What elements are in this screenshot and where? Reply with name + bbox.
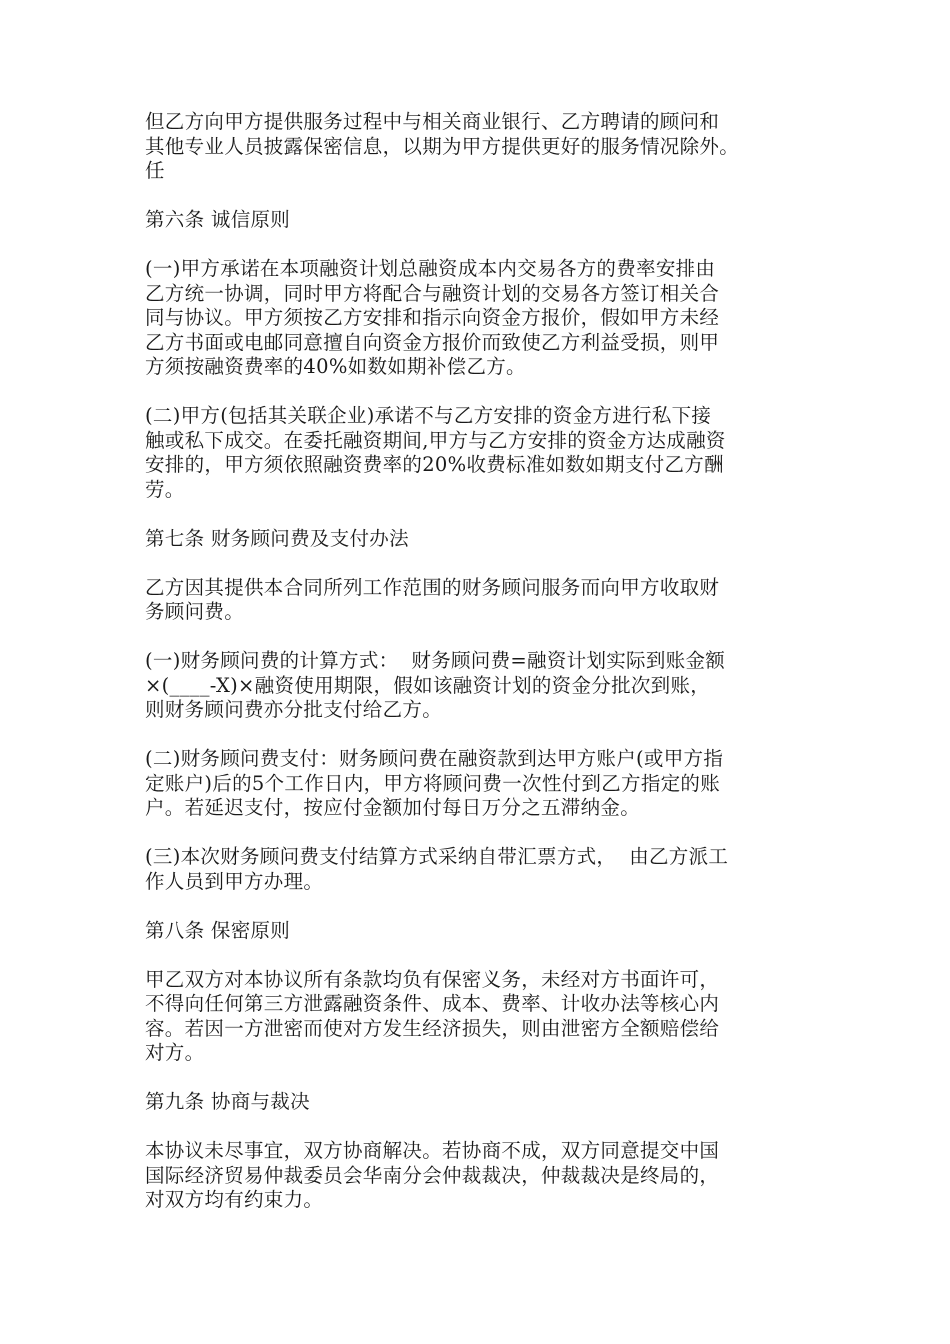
text-line: 任 (145, 159, 165, 182)
paragraph (145, 257, 810, 380)
text-line: 国际经济贸易仲裁委员会华南分会仲裁裁决，仲裁裁决是终局的， (145, 1163, 720, 1187)
text-line: 劳。 (145, 477, 185, 501)
text-line: 第六条 诚信原则 (145, 208, 291, 231)
text-line: 本协议未尽事宜，双方协商解决。若协商不成，双方同意提交中国 (145, 1139, 720, 1162)
text-line: 甲乙双方对本协议所有条款均负有保密义务，未经对方书面许可， (145, 967, 720, 991)
text-line: 触或私下成交。在委托融资期间,甲方与乙方安排的资金方达成融资 (145, 428, 726, 452)
section-heading (145, 1090, 810, 1115)
text-line: (二)财务顾问费支付：财务顾问费在融资款到达甲方账户(或甲方指 (145, 747, 724, 770)
text-line: 同与协议。甲方须按乙方安排和指示向资金方报价，假如甲方未经 (145, 306, 720, 329)
text-line: 户。若延迟支付，按应付金额加付每日万分之五滞纳金。 (145, 796, 641, 819)
text-line: 安排的，甲方须依照融资费率的20%收费标准如数如期支付乙方酬 (145, 453, 724, 476)
paragraph (145, 404, 810, 502)
text-line: (一)甲方承诺在本项融资计划总融资成本内交易各方的费率安排由 (145, 257, 716, 280)
text-line: 第七条 财务顾问费及支付办法 (145, 526, 409, 550)
text-line: 方须按融资费率的40%如数如期补偿乙方。 (145, 355, 526, 378)
text-line: 但乙方向甲方提供服务过程中与相关商业银行、乙方聘请的顾问和 (145, 110, 720, 133)
paragraph (145, 110, 810, 184)
text-line: 对双方均有约束力。 (145, 1188, 324, 1211)
text-line: 对方。 (145, 1041, 205, 1064)
document-page (145, 110, 810, 1237)
text-line: 第九条 协商与裁决 (145, 1090, 310, 1113)
paragraph (145, 649, 810, 723)
paragraph (145, 968, 810, 1066)
paragraph (145, 1139, 810, 1213)
paragraph (145, 576, 810, 625)
text-line: 乙方统一协调，同时甲方将配合与融资计划的交易各方签订相关合 (145, 281, 720, 305)
text-line: 其他专业人员披露保密信息，以期为甲方提供更好的服务情况除外。 (145, 134, 740, 158)
text-line: 乙方因其提供本合同所列工作范围的财务顾问服务而向甲方收取财 (145, 575, 720, 599)
text-line: ×(____-X)×融资使用期限，假如该融资计划的资金分批次到账， (145, 673, 711, 697)
text-line: 不得向任何第三方泄露融资条件、成本、费率、计收办法等核心内 (145, 992, 720, 1015)
text-line: (一)财务顾问费的计算方式： 财务顾问费=融资计划实际到账金额 (145, 649, 726, 672)
section-heading (145, 919, 810, 944)
text-line: 乙方书面或电邮同意擅自向资金方报价而致使乙方利益受损，则甲 (145, 330, 720, 354)
text-line: 定账户)后的5个工作日内，甲方将顾问费一次性付到乙方指定的账 (145, 771, 721, 795)
text-line: 务顾问费。 (145, 600, 245, 623)
text-line: 第八条 保密原则 (145, 918, 291, 942)
section-heading (145, 527, 810, 552)
text-line: (二)甲方(包括其关联企业)承诺不与乙方安排的资金方进行私下接 (145, 404, 712, 427)
text-line: 作人员到甲方办理。 (145, 869, 324, 893)
text-line: (三)本次财务顾问费支付结算方式采纳自带汇票方式， 由乙方派工 (145, 845, 729, 868)
paragraph (145, 845, 810, 894)
text-line: 容。若因一方泄密而使对方发生经济损失，则由泄密方全额赔偿给 (145, 1016, 720, 1040)
section-heading (145, 208, 810, 233)
paragraph (145, 747, 810, 821)
text-line: 则财务顾问费亦分批支付给乙方。 (145, 698, 443, 721)
